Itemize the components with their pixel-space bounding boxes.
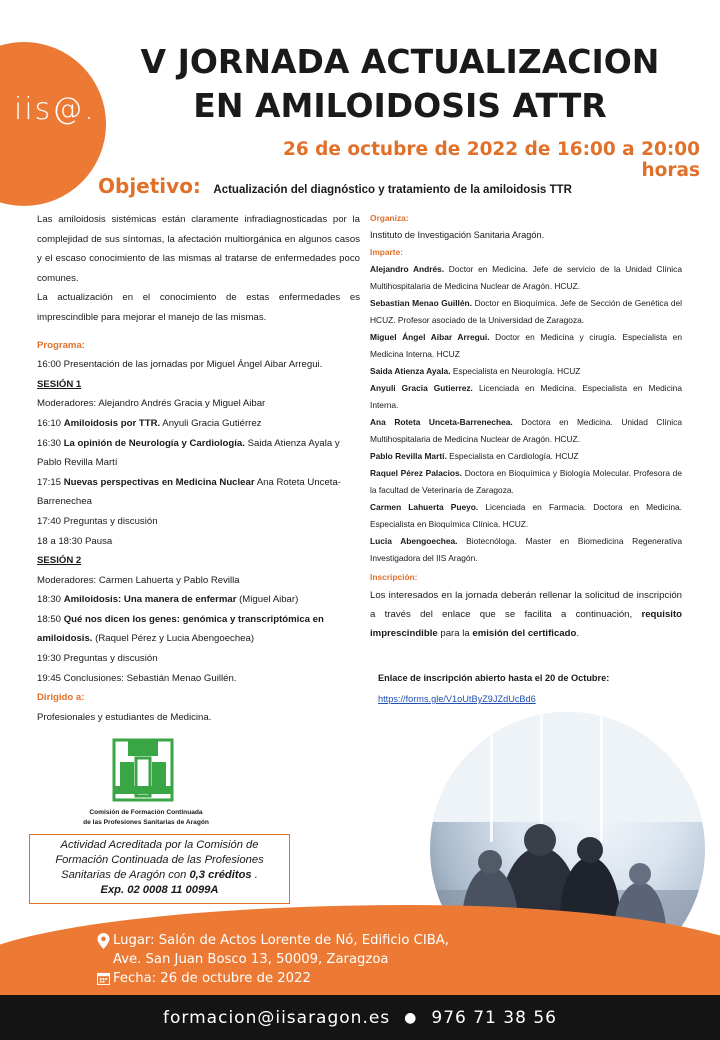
program-item: 16:10 Amiloidosis por TTR. Anyuli Gracia Gutiérrez bbox=[37, 417, 262, 429]
footer bbox=[0, 995, 720, 1040]
objective bbox=[98, 174, 572, 198]
enlace-label: Enlace de inscripción abierto hasta el 20 de Octubre: bbox=[378, 673, 610, 683]
program-item: 19:45 Conclusiones: Sebastián Menao Guillén. bbox=[37, 672, 237, 684]
contact-phone[interactable]: 976 71 38 56 bbox=[431, 1007, 557, 1028]
speaker-item: Saida Atienza Ayala. Especialista en Neurología. HCUZ bbox=[370, 366, 581, 376]
left-column bbox=[37, 210, 360, 727]
inscripcion-heading: Inscripción: bbox=[370, 572, 418, 582]
contact-email[interactable]: formacion@iisaragon.es bbox=[163, 1007, 391, 1028]
cfc-caption: Comisión de Formación Continuada de las Profesiones Sanitarias de Aragón bbox=[83, 809, 209, 826]
venue-line-1: Lugar: Salón de Actos Lorente de Nó, Edificio CIBA, bbox=[113, 933, 449, 948]
separator-dot-icon: ● bbox=[404, 1009, 418, 1026]
program-item: 18:50 Qué nos dicen los genes: genómica y transcriptómica en amiloidosis. (Raquel Pérez y Lucia Abengoechea) bbox=[37, 613, 324, 645]
title-line-1: V JORNADA ACTUALIZACION bbox=[140, 42, 660, 81]
objective-label: Objetivo: bbox=[98, 174, 201, 198]
program-item: 17:15 Nuevas perspectivas en Medicina Nuclear Ana Roteta Unceta-Barrenechea bbox=[37, 476, 341, 508]
program-opening: 16:00 Presentación de las jornadas por Miguel Ángel Aibar Arregui. bbox=[37, 359, 323, 371]
organiza-text: Instituto de Investigación Sanitaria Aragón. bbox=[370, 230, 545, 240]
speaker-item: Ana Roteta Unceta-Barrenechea. Doctora en Medicina. Unidad Clínica Multihospitalaria de Medicina Nuclear de Aragón. HCUZ. bbox=[370, 417, 682, 444]
organiza-heading: Organiza: bbox=[370, 213, 409, 223]
speaker-item: Pablo Revilla Martí. Especialista en Cardiología. HCUZ bbox=[370, 451, 579, 461]
speaker-list bbox=[370, 261, 682, 567]
inscripcion-text: Los interesados en la jornada deberán rellenar la solicitud de inscripción a través del enlace que se facilita a continuación, requisito imprescindible para la emisión del certificado. bbox=[370, 590, 682, 639]
objective-text: Actualización del diagnóstico y tratamiento de la amiloidosis TTR bbox=[213, 184, 572, 196]
title-line-2: EN AMILOIDOSIS ATTR bbox=[193, 86, 607, 125]
venue-date: Fecha: 26 de octubre de 2022 bbox=[113, 971, 311, 986]
imparte-heading: Imparte: bbox=[370, 247, 404, 257]
accreditation-box: Actividad Acreditada por la Comisión de Formación Continuada de las Profesiones Sanitarias de Aragón con 0,3 créditos . Exp. 02 0008 11 0099A bbox=[29, 834, 290, 904]
speaker-item: Miguel Ángel Aibar Arregui. Doctor en Medicina y cirugía. Especialista en Medicina Interna. HCUZ bbox=[370, 332, 682, 359]
event-date: 26 de octubre de 2022 de 16:00 a 20:00 horas bbox=[283, 139, 700, 181]
right-column bbox=[370, 210, 682, 643]
speaker-item: Raquel Pérez Palacios. Doctora en Bioquímica y Biología Molecular. Profesora de la facultad de Veterinaria de Zaragoza. bbox=[370, 468, 682, 495]
dirigido-heading: Dirigido a: bbox=[37, 692, 85, 704]
speaker-item: Sebastian Menao Guillén. Doctor en Bioquímica. Jefe de Sección de Genética del HCUZ. Profesor asociado de la Universidad de Zaragoza. bbox=[370, 298, 682, 325]
speaker-item: Carmen Lahuerta Pueyo. Licenciada en Farmacia. Doctora en Medicina. Especialista en Bioquímica Clínica. HCUZ. bbox=[370, 502, 682, 529]
program-item: 18:30 Amiloidosis: Una manera de enfermar (Miguel Aibar) bbox=[37, 594, 299, 606]
speaker-item: Anyuli Gracia Gutierrez. Licenciada en Medicina. Especialista en Medicina Interna. bbox=[370, 383, 682, 410]
speaker-item: Alejandro Andrés. Doctor en Medicina. Jefe de servicio de la Unidad Clínica Multihospitalaria de Medicina Nuclear de Aragón. HCUZ. bbox=[370, 264, 682, 291]
venue-info bbox=[96, 931, 449, 988]
speaker-item: Lucia Abengoechea. Biotecnóloga. Master en Biomedicina Regenerativa Investigadora del IIS Aragón. bbox=[370, 536, 682, 563]
program-item: 19:30 Preguntas y discusión bbox=[37, 653, 158, 665]
dirigido-text: Profesionales y estudiantes de Medicina. bbox=[37, 711, 212, 723]
session-2-moderators: Moderadores: Carmen Lahuerta y Pablo Revilla bbox=[37, 574, 240, 586]
session-1-title: SESIÓN 1 bbox=[37, 378, 82, 390]
program-item: 17:40 Preguntas y discusión bbox=[37, 515, 158, 527]
program-item: 16:30 La opinión de Neurología y Cardiología. Saida Atienza Ayala y Pablo Revilla Martí bbox=[37, 437, 340, 469]
venue-line-2: Ave. San Juan Bosco 13, 50009, Zaragzoa bbox=[113, 952, 389, 967]
programa-heading: Programa: bbox=[37, 339, 85, 351]
page-title bbox=[130, 40, 670, 128]
cfc-logo-icon bbox=[112, 738, 174, 802]
program-item: 18 a 18:30 Pausa bbox=[37, 535, 113, 547]
registration-link[interactable]: https://forms.gle/V1oUtByZ9JZdUcBd6 bbox=[378, 694, 536, 704]
intro-paragraph-1: Las amiloidosis sistémicas están claramente infradiagnosticadas por la complejidad de sus síntomas, la afectación multiorgánica en algunos casos y el escaso conocimiento de las mismas al tratarse de enfermedades poco comunes. bbox=[37, 214, 360, 284]
iis-logo: iis@. bbox=[14, 92, 96, 127]
intro-paragraph-2: La actualización en el conocimiento de estas enfermedades es imprescindible para mejorar el manejo de las mismas. bbox=[37, 292, 360, 323]
session-1-moderators: Moderadores: Alejandro Andrés Gracia y Miguel Aibar bbox=[37, 398, 266, 410]
session-2-title: SESIÓN 2 bbox=[37, 555, 82, 567]
calendar-icon bbox=[96, 972, 111, 985]
location-pin-icon bbox=[96, 933, 111, 949]
